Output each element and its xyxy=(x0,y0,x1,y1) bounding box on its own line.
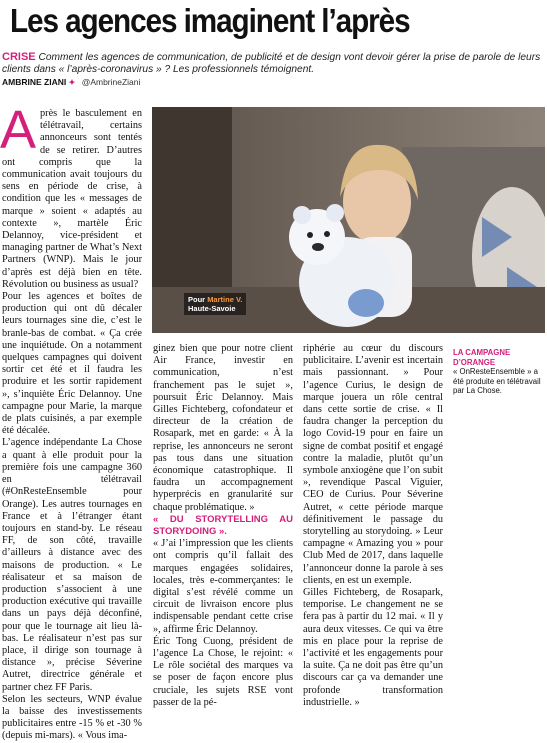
article-column-1 xyxy=(0,100,142,743)
article-column-3 xyxy=(303,343,443,709)
paragraph: Selon les secteurs, WNP évalue la baisse des investissements publicitaires entre -15 % et -30 % (depuis mi-mars). « Vous ima- xyxy=(2,693,142,742)
paragraph: « J’ai l’impression que les clients ont compris qu’il fallait des marques engagées solidaires, locales, très e-commerçantes: le digital s’est révélé comme un circuit de livraison encore plus indispensable pendant cette crise », affirme Éric Delannoy. xyxy=(153,538,293,635)
twitter-icon: ✦ xyxy=(68,78,76,87)
author-handle: @AmbrineZiani xyxy=(81,77,141,87)
side-caption-title: LA CAMPAGNE D’ORANGE xyxy=(453,348,511,367)
photo-caption-name: Martine V. xyxy=(207,295,243,304)
standfirst xyxy=(2,51,542,76)
article-column-2 xyxy=(153,343,293,709)
paragraph: Pour les agences et boîtes de production qui ont dû décaler leurs tournages sine die, c’est le branle-bas de combat. « Ça crée une inquiétude. On a notamment quelques campagnes qui doivent sortir cet été et il faudra les produire et les sortir rapidement », s’inquiète Éric Delannoy. Une campagne pour Marie, la marque de plats cuisinés, a par exemple été décalée. xyxy=(2,291,142,437)
lead-text: près le basculement en télétravail, certains annonceurs sont tentés de se retirer. D’autres ont compris que la communication avait toujours du sens en période de crise, à condition que les « messages de marque » soient « adaptés au contexte », martèle Éric Delannoy, vice-président et managing partner de What’s Next Partners (WNP). Mais le jour d’après est déjà bien en tête. Révolution ou business as usual? xyxy=(2,108,142,290)
dropcap: A xyxy=(0,100,37,160)
headline: Les agences imaginent l’après xyxy=(10,2,410,39)
standfirst-text: Comment les agences de communication, de publicité et de design vont devoir gérer la prise de parole de leurs clients dans « l’après-coronavirus » ? Les professionnels témoignent. xyxy=(2,52,541,75)
byline xyxy=(2,77,140,87)
paragraph: riphérie au cœur du discours publicitaire. L’avenir est incertain mais passionnant. » Pour l’agence Curius, le design de marque jouera un rôle central dans cette sortie de crise. « Il faudra changer la perception du logo Covid-19 pour en faire un signe de combat positif et engagé contre la maladie, plutôt qu’un symbole anxiogène que l’on subit », revendique Pascal Viguier, CEO de Curius. Pour Séverine Autret, « cette période marque définitivement le passage du storytelling au storydoing. » Leur campagne « Amazing you » pour Club Med de 2017, dans laquelle l’annonceur donne la parole à ses clients, en est un exemple. xyxy=(303,343,443,586)
side-caption xyxy=(453,348,545,396)
photo-caption-place: Haute-Savoie xyxy=(188,304,236,313)
author-name: AMBRINE ZIANI xyxy=(2,77,67,87)
kicker: CRISE xyxy=(2,51,36,63)
side-caption-text: « OnResteEnsemble » a été produite en télétravail par La Chose. xyxy=(453,367,541,396)
paragraph: Gilles Fichteberg, de Rosapark, temporise. Le changement ne se fera pas à partir du 12 mai. « Il y aura deux vitesses. Ce qui va être mis en place pour la reprise de l’activité et les engagements pour la suite. Ça ne doit pas être qu’un discours car ça va demander une profonde transformation industrielle. » xyxy=(303,587,443,708)
subheading: « DU STORYTELLING AU STORYDOING ». xyxy=(153,513,293,538)
paragraph: L’agence indépendante La Chose a quant à elle produit pour la première fois une campagne 360 en télétravail (#OnResteEnsemble pour Orange). Les autres tournages en France et à l’étranger étant toujours en stand-by. Le réseau FF, de son côté, travaille d’ailleurs à distance avec des maisons de production. « Le réalisateur et sa maison de production s’associent à une production exécutive qui travaille dans un pays déjà déconfiné, pour que le tournage ait lieu là-bas. Le réalisateur n’est pas sur place, il dirige son tournage à distance », précise Séverine Autret, directrice générale et partner chez FF Paris. xyxy=(2,437,142,693)
photo-caption-prefix: Pour xyxy=(188,295,206,304)
lead-paragraph xyxy=(0,100,142,291)
photo-caption xyxy=(184,293,246,315)
paragraph: Éric Tong Cuong, président de l’agence La Chose, le rejoint: « Le rôle sociétal des marques va se poser de façon encore plus cruciale, les sujets RSE vont passer de la pé- xyxy=(153,635,293,708)
paragraph: ginez bien que pour notre client Air France, investir en communication, n’est franchement pas le sujet », poursuit Éric Delannoy. Mais Gilles Fichteberg, cofondateur et directeur de la création de Rosapark, met en garde: « À la reprise, les annonceurs ne seront pas tous dans une situation économique catastrophique. Il faudra un accompagnement hyperprécis en granularité sur chaque problématique. » xyxy=(153,343,293,513)
